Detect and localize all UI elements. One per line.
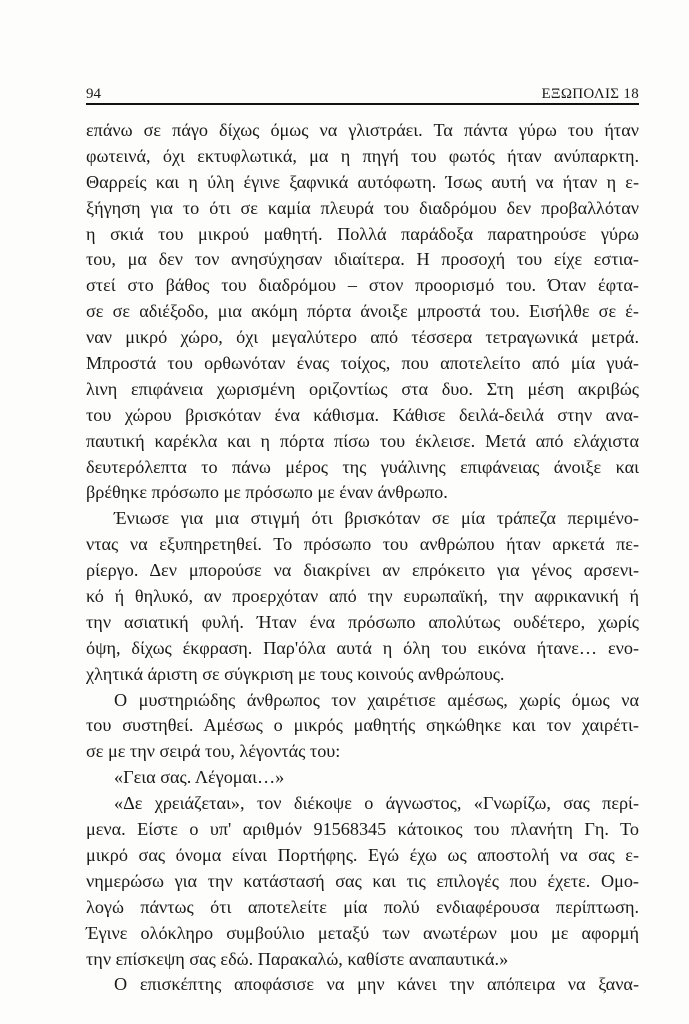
text-line: σε με την σειρά του, λέγοντάς του: <box>86 741 341 762</box>
text-line: Ένιωσε για μια στιγμή ότι βρισκόταν σε μία τράπεζα περιμένο- <box>114 508 639 529</box>
text-line: νημερώσω για την κατάστασή σας και τις επιλογές που έχετε. Ομο- <box>86 870 639 891</box>
text-line: βρέθηκε πρόσωπο με πρόσωπο με έναν άνθρωπο. <box>86 482 448 503</box>
text-line: του, μα δεν τον ανησύχησαν ιδιαίτερα. Η προσοχή του είχε εστια- <box>86 249 639 270</box>
text-line: του χώρου βρισκόταν ένα κάθισμα. Κάθισε δειλά-δειλά στην ανα- <box>86 404 639 425</box>
text-line: ντας να εξυπηρετηθεί. Το πρόσωπο του ανθρώπου ήταν αρκετά πε- <box>86 534 639 555</box>
text-line: δευτερόλεπτα το πάνω μέρος της γυάλινης επιφάνειας άνοιξε και <box>86 456 639 477</box>
text-line: Μπροστά του ορθωνόταν ένας τοίχος, που αποτελείτο από μία γυά- <box>86 353 639 374</box>
text-line: επάνω σε πάγο δίχως όμως να γλιστράει. Τα πάντα γύρω του ήταν <box>86 120 639 140</box>
page-number: 94 <box>86 86 101 102</box>
text-line: στεί στο βάθος του διαδρόμου – στον προορισμό του. Όταν έφτα- <box>86 275 639 296</box>
body-text <box>86 118 639 998</box>
text-line: η σκιά του μικρού μαθητή. Πολλά παράδοξα παρατηρούσε γύρω <box>86 223 639 244</box>
text-line: παυτική καρέκλα και η πόρτα πίσω του έκλεισε. Μετά από ελάχιστα <box>86 430 639 451</box>
text-line: κό ή θηλυκό, αν προερχόταν από την ευρωπαϊκή, την αφρικανική ή <box>86 586 639 607</box>
journal-title: ΕΞΩΠΟΛΙΣ 18 <box>541 86 639 102</box>
text-line: Ο επισκέπτης αποφάσισε να μην κάνει την απόπειρα να ξανα- <box>114 974 639 995</box>
text-line: όψη, δίχως έκφραση. Παρ'όλα αυτά η όλη του εικόνα ήτανε… ενο- <box>86 637 639 658</box>
text-line: μενα. Είστε ο υπ' αριθμόν 91568345 κάτοικος του πλανήτη Γη. Το <box>86 819 639 840</box>
text-line: λογώ πάντως ότι αποτελείτε μία πολύ ενδιαφέρουσα περίπτωση. <box>86 896 639 917</box>
text-line: ρίεργο. Δεν μπορούσε να διακρίνει αν επρόκειτο για γένος αρσενι- <box>86 560 639 581</box>
text-line: Έγινε ολόκληρο συμβούλιο μεταξύ των ανωτέρων μου με αφορμή <box>86 922 639 943</box>
text-line: φωτεινά, όχι εκτυφλωτικά, μα η πηγή του φωτός ήταν ανύπαρκτη. <box>86 145 639 166</box>
text-line: λινη επιφάνεια χωρισμένη οριζοντίως στα δυο. Στη μέση ακριβώς <box>86 378 639 399</box>
text-line: «Δε χρειάζεται», τον διέκοψε ο άγνωστος, «Γνωρίζω, σας περί- <box>114 793 639 814</box>
text-line: σε σε αδιέξοδο, μια ακόμη πόρτα άνοιξε μπροστά του. Εισήλθε σε έ- <box>86 301 639 322</box>
header-rule <box>86 103 639 105</box>
text-line: την επίσκεψη σας εδώ. Παρακαλώ, καθίστε αναπαυτικά.» <box>86 948 509 969</box>
text-line: του συστηθεί. Αμέσως ο μικρός μαθητής σηκώθηκε και τον χαιρέτι- <box>86 715 639 736</box>
text-line: την ασιατική φυλή. Ήταν ένα πρόσωπο απολύτως ουδέτερο, χωρίς <box>86 611 639 632</box>
text-line: ναν μικρό χώρο, όχι μεγαλύτερο από τέσσερα τετραγωνικά μετρά. <box>86 327 639 348</box>
text-line: ξήγηση για το ότι σε καμία πλευρά του διαδρόμου δεν προβαλλόταν <box>86 197 639 218</box>
text-line: Ο μυστηριώδης άνθρωπος τον χαιρέτισε αμέσως, χωρίς όμως να <box>114 689 639 710</box>
text-line: Θαρρείς και η ύλη έγινε ξαφνικά αυτόφωτη. Ίσως αυτή να ήταν η ε- <box>86 171 639 192</box>
text-line: «Γεια σας. Λέγομαι…» <box>114 767 285 788</box>
text-line: μικρό σας όνομα είναι Πορτήφης. Εγώ έχω ως αποστολή να σας ε- <box>86 844 639 865</box>
text-line: χλητικά άριστη σε σύγκριση με τους κοινούς ανθρώπους. <box>86 663 505 684</box>
